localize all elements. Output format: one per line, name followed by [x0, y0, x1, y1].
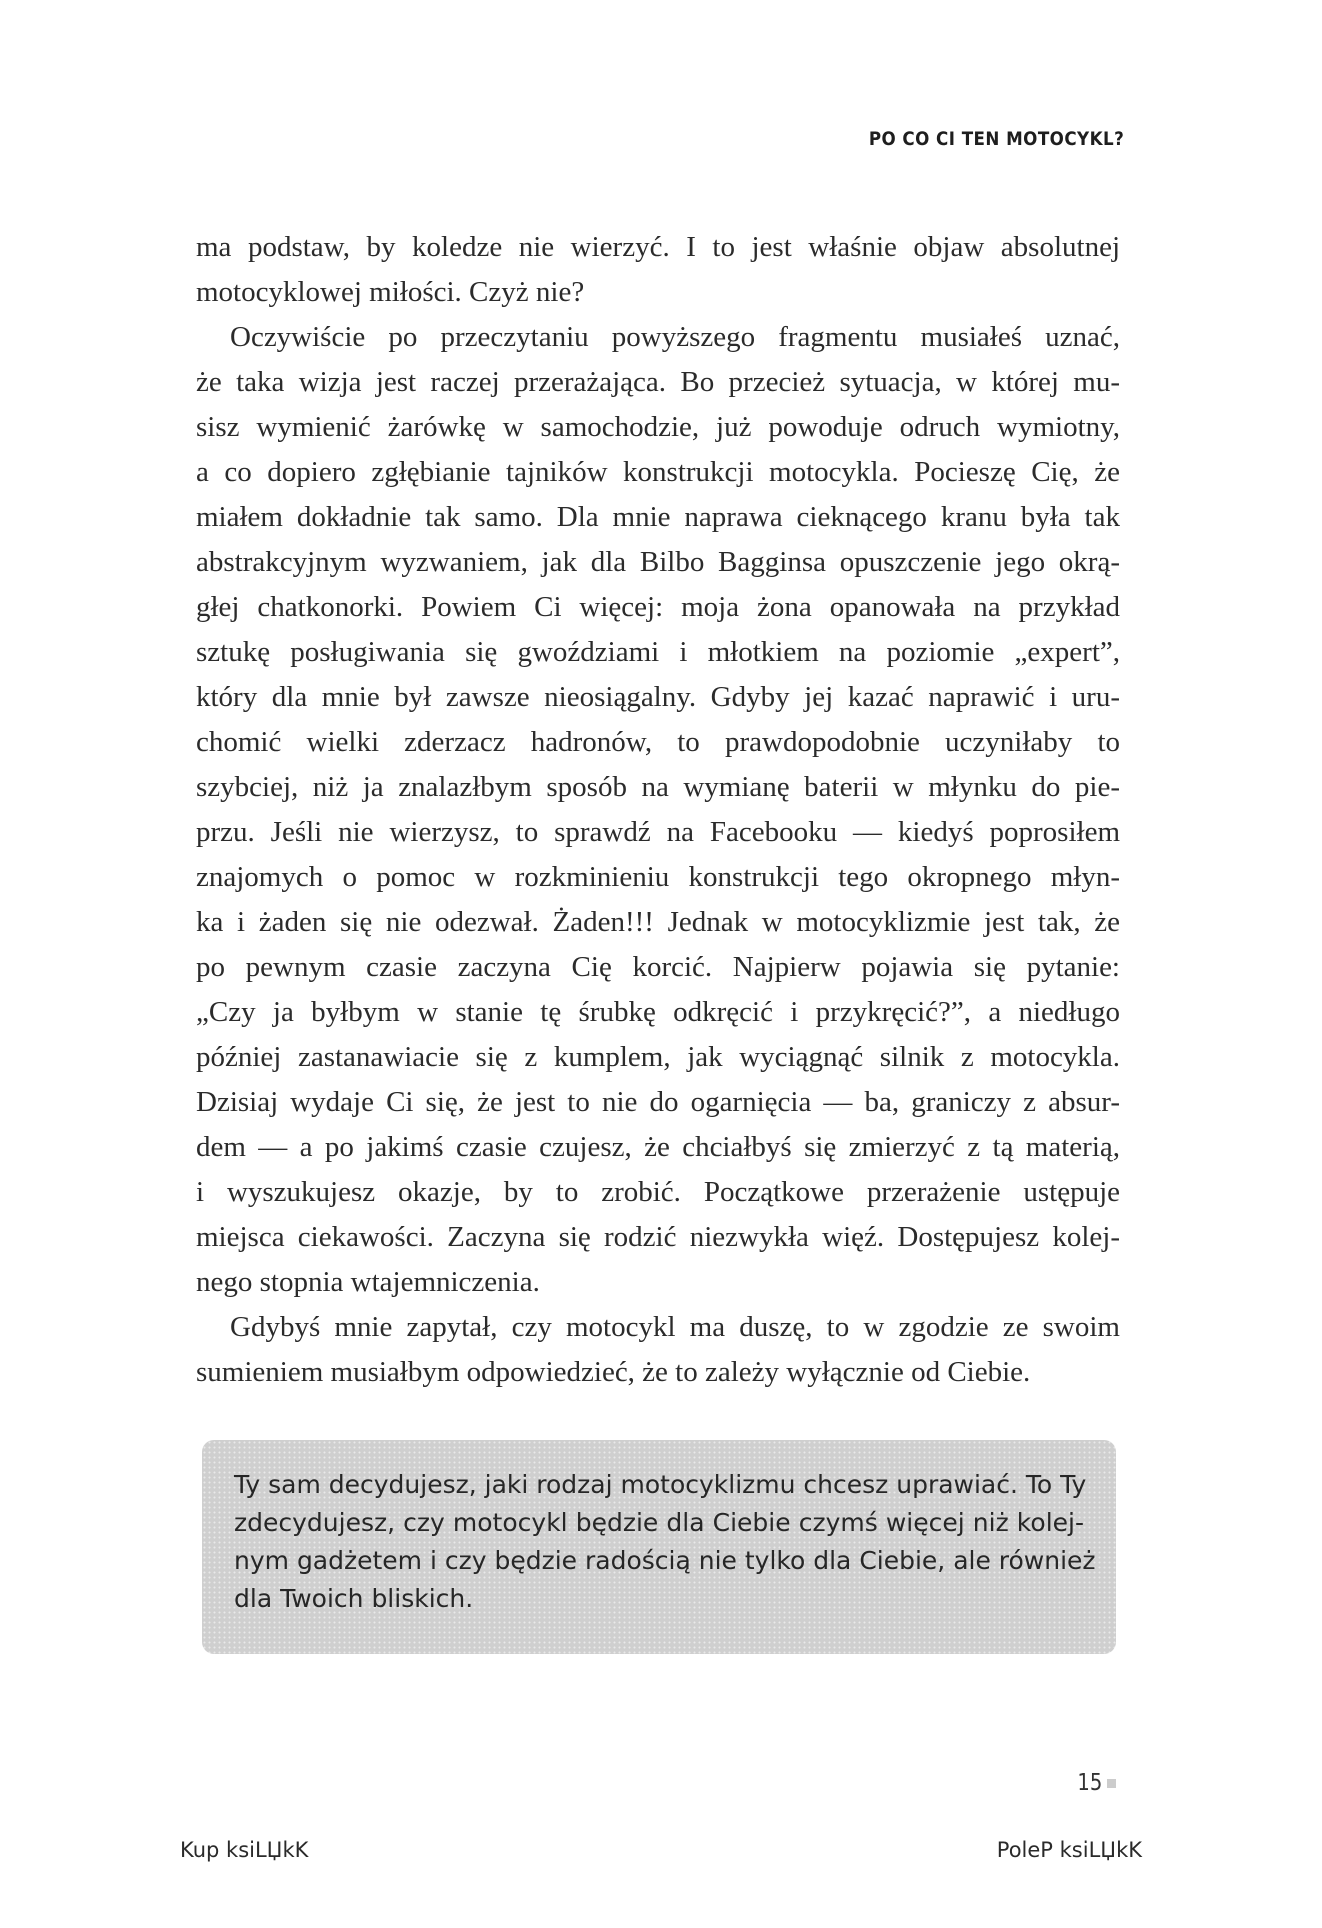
text-line: który dla mnie był zawsze nieosiągalny. Gdyby jej kazać naprawić i uru-: [196, 681, 1120, 713]
footer-recommend-book-link[interactable]: PoleP ksiLЏkK: [996, 1838, 1142, 1862]
text-line: głej chatkonorki. Powiem Ci więcej: moja żona opanowała na przykład: [196, 591, 1120, 623]
page-number: 15: [1077, 1770, 1102, 1796]
callout-box: [202, 1440, 1116, 1654]
text-line: później zastanawiacie się z kumplem, jak wyciągnąć silnik z motocykla.: [196, 1041, 1120, 1073]
text-line: ma podstaw, by koledze nie wierzyć. I to jest właśnie objaw absolutnej: [196, 231, 1120, 263]
text-line: Gdybyś mnie zapytał, czy motocykl ma duszę, to w zgodzie ze swoim: [230, 1311, 1120, 1343]
callout-line: nym gadżetem i czy będzie radością nie tylko dla Ciebie, ale również: [234, 1546, 1096, 1575]
text-line: sisz wymienić żarówkę w samochodzie, już powoduje odruch wymiotny,: [196, 411, 1120, 443]
page-marker: [1107, 1779, 1116, 1788]
text-line: chomić wielki zderzacz hadronów, to prawdopodobnie uczyniłaby to: [196, 726, 1120, 758]
text-line: Oczywiście po przeczytaniu powyższego fragmentu musiałeś uznać,: [230, 321, 1120, 353]
text-line: nego stopnia wtajemniczenia.: [196, 1266, 540, 1298]
text-line: dem — a po jakimś czasie czujesz, że chciałbyś się zmierzyć z tą materią,: [196, 1131, 1120, 1163]
text-line: znajomych o pomoc w rozkminieniu konstrukcji tego okropnego młyn-: [196, 861, 1120, 893]
text-line: sumieniem musiałbym odpowiedzieć, że to zależy wyłącznie od Ciebie.: [196, 1356, 1031, 1388]
callout-text: [234, 1466, 1096, 1618]
text-line: abstrakcyjnym wyzwaniem, jak dla Bilbo Bagginsa opuszczenie jego okrą-: [196, 546, 1120, 578]
text-line: a co dopiero zgłębianie tajników konstrukcji motocykla. Pocieszę Cię, że: [196, 456, 1120, 488]
callout-line: Ty sam decydujesz, jaki rodzaj motocyklizmu chcesz uprawiać. To Ty: [234, 1470, 1087, 1499]
text-line: motocyklowej miłości. Czyż nie?: [196, 276, 585, 308]
callout-line: zdecydujesz, czy motocykl będzie dla Ciebie czymś więcej niż kolej-: [234, 1508, 1084, 1537]
body-text: [196, 225, 1120, 1395]
text-line: szybciej, niż ja znalazłbym sposób na wymianę baterii w młynku do pie-: [196, 771, 1120, 803]
text-line: sztukę posługiwania się gwoździami i młotkiem na poziomie „expert”,: [196, 636, 1120, 668]
text-line: że taka wizja jest raczej przerażająca. Bo przecież sytuacja, w której mu-: [196, 366, 1120, 398]
text-line: miejsca ciekawości. Zaczyna się rodzić niezwykła więź. Dostępujesz kolej-: [196, 1221, 1120, 1253]
running-head: PO CO CI TEN MOTOCYKL?: [868, 128, 1124, 150]
footer-buy-book-link[interactable]: Kup ksiLЏkK: [180, 1838, 309, 1862]
text-line: po pewnym czasie zaczyna Cię korcić. Najpierw pojawia się pytanie:: [196, 951, 1120, 983]
text-line: Dzisiaj wydaje Ci się, że jest to nie do ogarnięcia — ba, graniczy z absur-: [196, 1086, 1120, 1118]
callout-line: dla Twoich bliskich.: [234, 1584, 474, 1613]
text-line: miałem dokładnie tak samo. Dla mnie naprawa cieknącego kranu była tak: [196, 501, 1120, 533]
text-line: ka i żaden się nie odezwał. Żaden!!! Jednak w motocyklizmie jest tak, że: [196, 906, 1120, 938]
text-line: i wyszukujesz okazje, by to zrobić. Początkowe przerażenie ustępuje: [196, 1176, 1120, 1208]
text-line: przu. Jeśli nie wierzysz, to sprawdź na Facebooku — kiedyś poprosiłem: [196, 816, 1120, 848]
text-line: „Czy ja byłbym w stanie tę śrubkę odkręcić i przykręcić?”, a niedługo: [196, 996, 1120, 1028]
